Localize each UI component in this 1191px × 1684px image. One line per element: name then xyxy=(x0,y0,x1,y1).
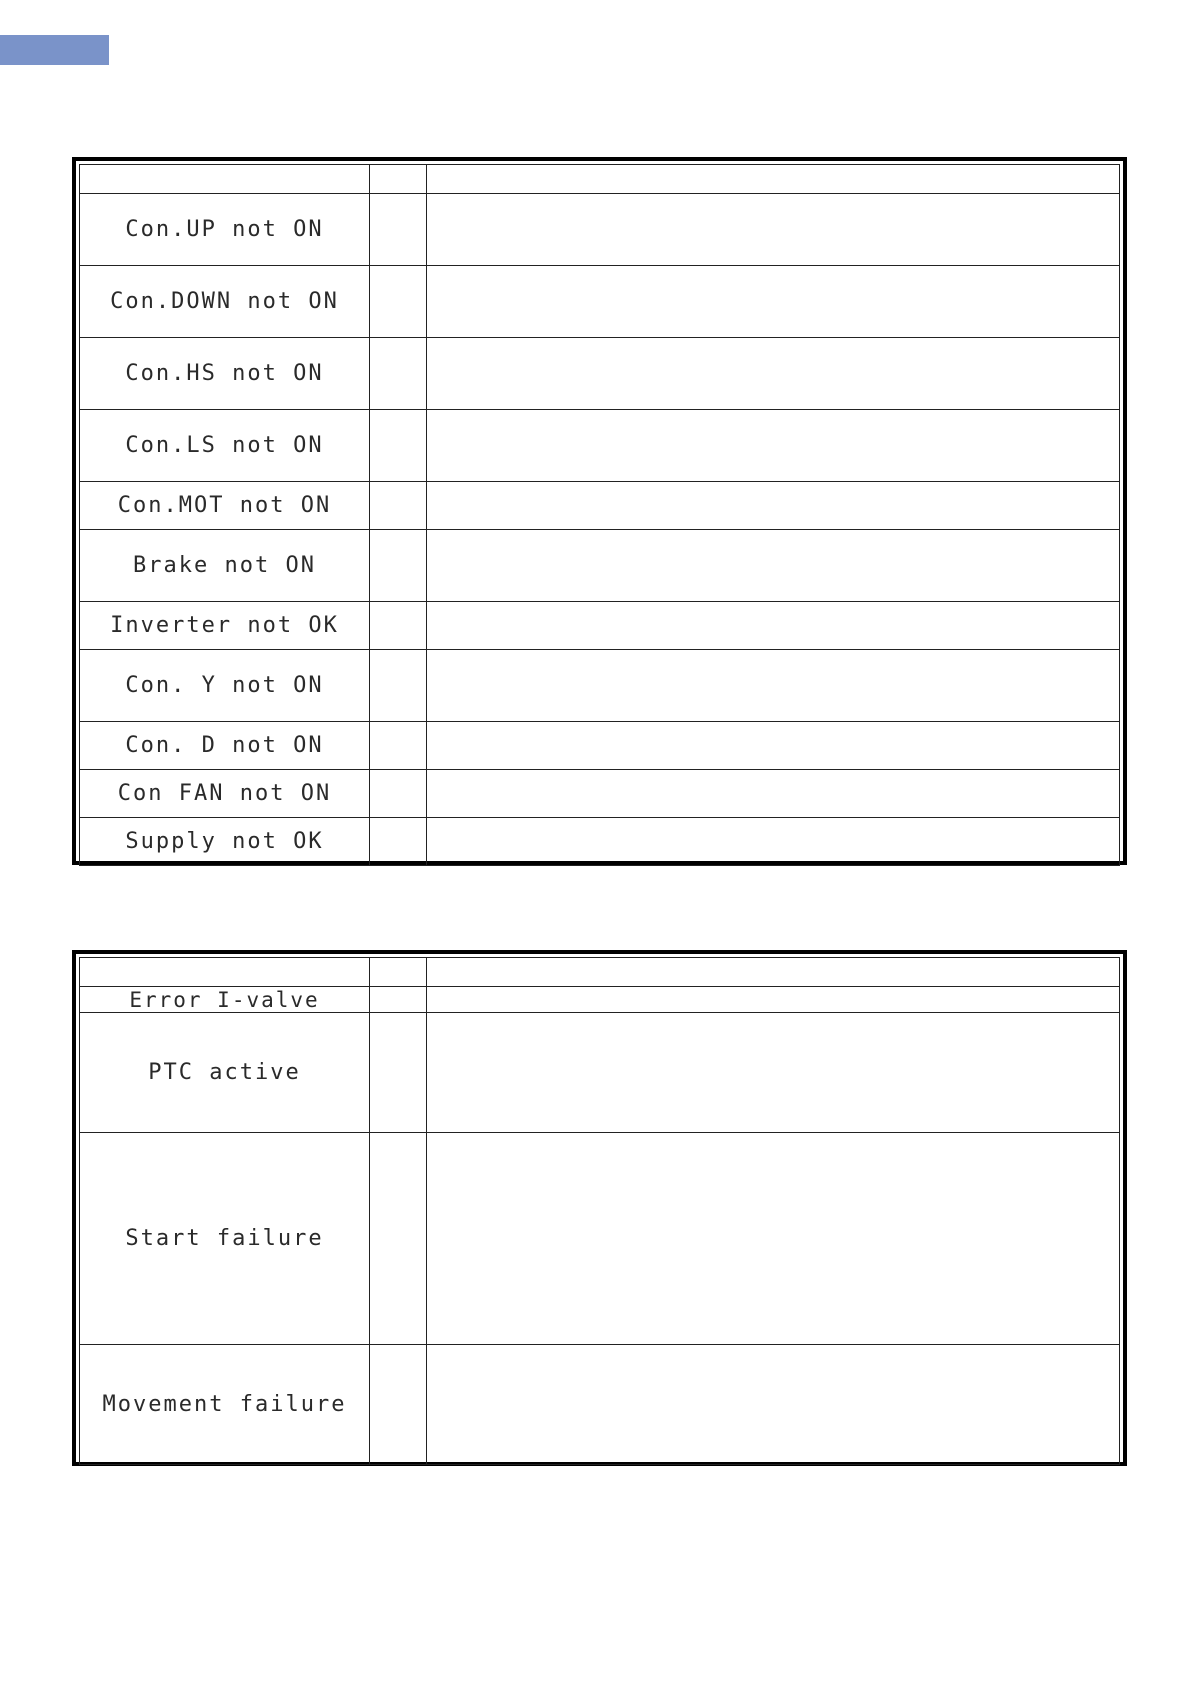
code-cell xyxy=(370,770,427,818)
error-message: Movement failure xyxy=(102,1392,347,1417)
error-message: Con FAN not ON xyxy=(117,781,332,806)
code-cell xyxy=(370,338,427,410)
error-message-cell xyxy=(80,987,370,1013)
description-cell xyxy=(427,266,1120,338)
corner-tab xyxy=(0,35,109,65)
table-row xyxy=(80,530,1120,602)
description-cell xyxy=(427,987,1120,1013)
table-row xyxy=(80,1013,1120,1133)
description-cell xyxy=(427,1133,1120,1345)
code-cell xyxy=(370,1345,427,1465)
code-cell xyxy=(370,818,427,866)
code-cell xyxy=(370,194,427,266)
header-cell-code xyxy=(370,165,427,194)
error-message: Con.DOWN not ON xyxy=(110,289,339,314)
code-cell xyxy=(370,1133,427,1345)
code-cell xyxy=(370,482,427,530)
code-cell xyxy=(370,650,427,722)
error-message-cell xyxy=(80,1345,370,1465)
description-cell xyxy=(427,194,1120,266)
error-message: Con. D not ON xyxy=(125,733,324,758)
error-message-cell xyxy=(80,194,370,266)
error-message: Con.UP not ON xyxy=(125,217,324,242)
error-message: Brake not ON xyxy=(133,553,316,578)
error-table-2 xyxy=(79,957,1120,1465)
table-header-row xyxy=(80,165,1120,194)
description-cell xyxy=(427,482,1120,530)
code-cell xyxy=(370,987,427,1013)
table-row xyxy=(80,987,1120,1013)
table-row xyxy=(80,338,1120,410)
code-cell xyxy=(370,1013,427,1133)
error-message-cell xyxy=(80,482,370,530)
error-message-cell xyxy=(80,1013,370,1133)
table-row xyxy=(80,266,1120,338)
code-cell xyxy=(370,530,427,602)
table-row xyxy=(80,1345,1120,1465)
error-message: Supply not OK xyxy=(125,829,324,854)
error-message: Inverter not OK xyxy=(110,613,339,638)
description-cell xyxy=(427,1013,1120,1133)
code-cell xyxy=(370,722,427,770)
table-header-row xyxy=(80,958,1120,987)
description-cell xyxy=(427,818,1120,866)
error-message: Error I-valve xyxy=(129,987,320,1012)
error-message-cell xyxy=(80,722,370,770)
error-message-cell xyxy=(80,338,370,410)
error-message-cell xyxy=(80,266,370,338)
error-message-cell xyxy=(80,530,370,602)
error-table-1 xyxy=(79,164,1120,866)
table-row xyxy=(80,410,1120,482)
description-cell xyxy=(427,722,1120,770)
error-message-cell xyxy=(80,818,370,866)
code-cell xyxy=(370,410,427,482)
error-message: PTC active xyxy=(148,1060,301,1085)
description-cell xyxy=(427,1345,1120,1465)
error-message: Con.LS not ON xyxy=(125,433,324,458)
header-cell-description xyxy=(427,958,1120,987)
header-cell-message xyxy=(80,165,370,194)
error-message-cell xyxy=(80,650,370,722)
table-row xyxy=(80,650,1120,722)
error-message-cell xyxy=(80,602,370,650)
error-message: Con.HS not ON xyxy=(125,361,324,386)
header-cell-message xyxy=(80,958,370,987)
code-cell xyxy=(370,602,427,650)
description-cell xyxy=(427,602,1120,650)
table-row xyxy=(80,482,1120,530)
table-row xyxy=(80,194,1120,266)
error-message-cell xyxy=(80,770,370,818)
table-row xyxy=(80,1133,1120,1345)
description-cell xyxy=(427,410,1120,482)
error-table-contactors xyxy=(72,157,1127,865)
code-cell xyxy=(370,266,427,338)
header-cell-code xyxy=(370,958,427,987)
table-row xyxy=(80,818,1120,866)
error-table-failures xyxy=(72,950,1127,1466)
description-cell xyxy=(427,650,1120,722)
table-row xyxy=(80,722,1120,770)
description-cell xyxy=(427,530,1120,602)
error-message-cell xyxy=(80,410,370,482)
table-row xyxy=(80,602,1120,650)
error-message-cell xyxy=(80,1133,370,1345)
header-cell-description xyxy=(427,165,1120,194)
table-row xyxy=(80,770,1120,818)
error-message: Start failure xyxy=(125,1226,324,1251)
description-cell xyxy=(427,338,1120,410)
error-message: Con.MOT not ON xyxy=(117,493,332,518)
description-cell xyxy=(427,770,1120,818)
error-message: Con. Y not ON xyxy=(125,673,324,698)
